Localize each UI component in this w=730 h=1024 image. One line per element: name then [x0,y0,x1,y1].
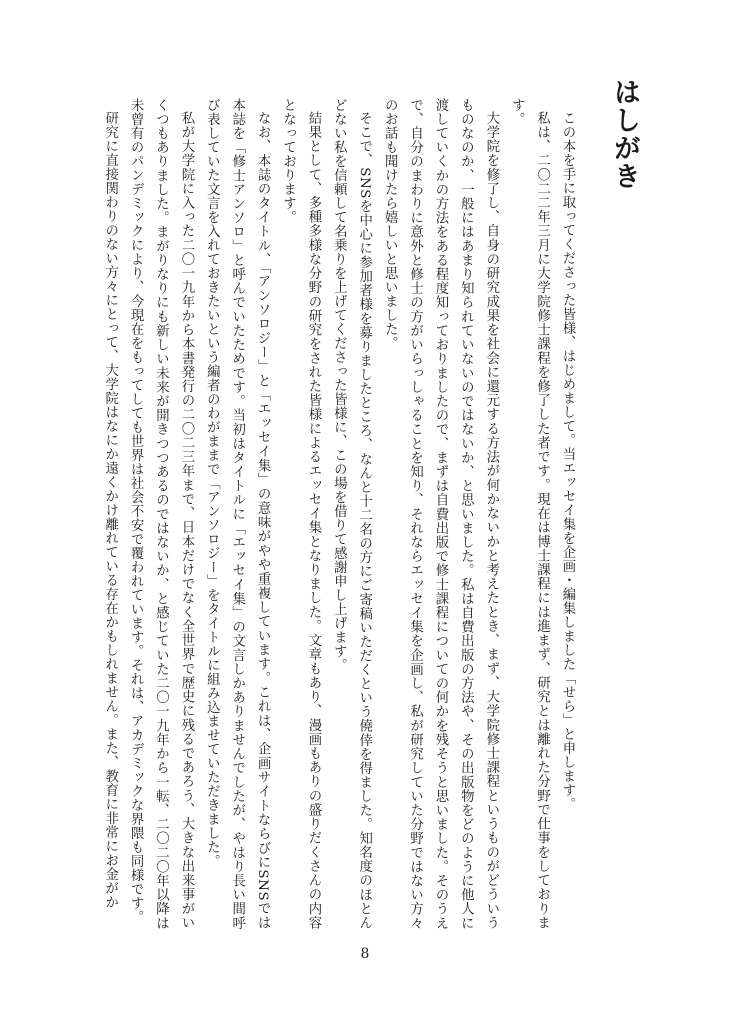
body-text [102,98,580,930]
paragraph-4: そこで、SNSを中心に参加者様を募りましたところ、なんと十二名の方にご寄稿いただくという僥倖を得ました。知名度のほとんどない私を信頼して名乗りを上げてくださった皆様に、この場を借りて感謝申し上げます。 [331,98,372,930]
page-title: はしがき [609,78,640,190]
paragraph-7: 私が大学院に入った二〇一九年から本書発行の二〇二三年まで、日本だけでなく全世界で歴史に残るであろう、大きな出来事がいくつもありました。まがりなりにも新しい未来が開きつつあるのではないか、と感じていた二〇一九年から一転、二〇二〇年以降は未曾有のパンデミックにより、今現在をもってしても世界は社会不安で覆われています。それは、アカデミックな界隈も同様です。 [128,98,194,930]
paragraph-6: なお、本誌のタイトル、「アンソロジー」と「エッセイ集」の意味がやや重複しています。これは、企画サイトならびにSNSでは本誌を「修士アンソロ」と呼んでいたためです。当初はタイトルに「エッセイ集」の文言しかありませんでしたが、やはり長い間呼び表していた文言を入れておきたいという編者のわがままで「アンソロジー」をタイトルに組み込ませていただきました。 [204,98,271,930]
paragraph-8: 研究に直接関わりのない方々にとって、大学院はなにか遠くかけ離れている存在かもしれません。また、教育に非常にお金がか [102,111,118,910]
page-number: 8 [360,946,370,962]
paragraph-5: 結果として、多種多様な分野の研究をされた皆様によるエッセイ集となりました。文章もあり、漫画もありの盛りだくさんの内容となっております。 [280,98,321,930]
paragraph-2: 私は、二〇二二年三月に大学院修士課程を修了した者です。現在は博士課程には進まず、研究とは離れた分野で仕事をしております。 [509,98,550,930]
paragraph-1: この本を手に取ってくださった皆様、はじめまして。当エッセイ集を企画・編集しました「せら」と申します。 [560,111,575,812]
paragraph-3: 大学院を修了し、自身の研究成果を社会に還元する方法が何かないかと考えたとき、まず、大学院修士課程というものがどういうものなのか、一般にはあまり知られていないのではないか、と思いました。私は自費出版の方法や、その出版物をどのように他人に渡していくかの方法をある程度知っておりましたので、まずは自費出版で修士課程についての何かを残そうと思いました。そのうえで、自分のまわりに意外と修士の方がいらっしゃることを知り、それならエッセイ集を企画し、私が研究していた分野ではない方々のお話も聞けたら嬉しいと思いました。 [382,98,499,930]
